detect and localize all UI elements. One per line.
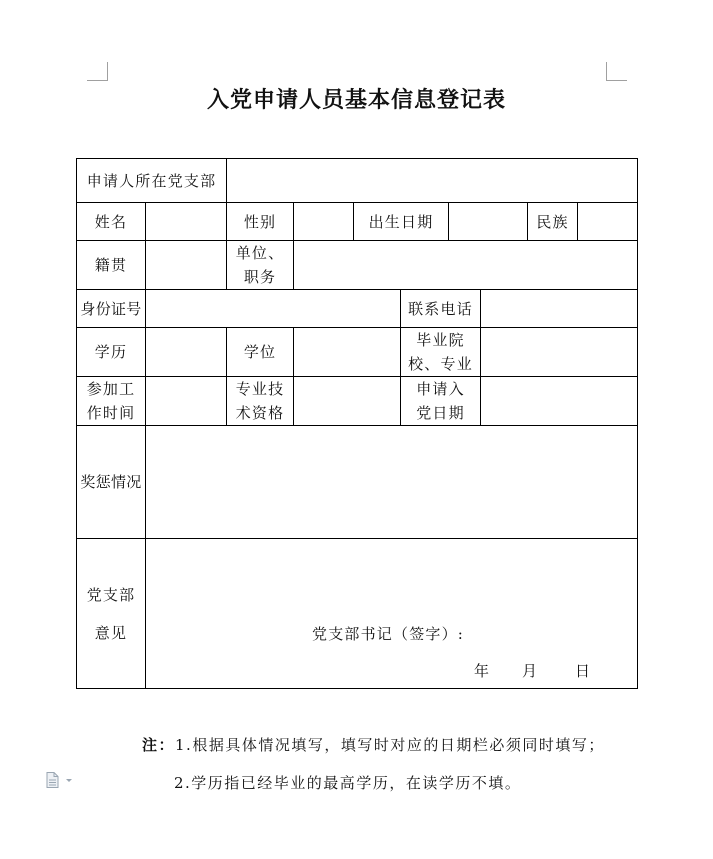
document-options-button[interactable]: [44, 771, 76, 789]
education-label: 学历: [77, 328, 146, 377]
professional-title-label-line: 专业技: [235, 380, 285, 398]
note-prefix: 注：: [142, 736, 176, 754]
work-start-label-line: 作时间: [86, 404, 136, 422]
table-row: [77, 328, 638, 377]
document-icon: [44, 771, 60, 789]
table-row: [77, 377, 638, 426]
degree-field[interactable]: [294, 328, 401, 377]
table-row: [77, 539, 638, 689]
name-field[interactable]: [146, 203, 227, 241]
application-date-field[interactable]: [481, 377, 638, 426]
birth-date-label: 出生日期: [354, 203, 449, 241]
party-branch-label: 申请人所在党支部: [77, 159, 227, 203]
table-row: [77, 159, 638, 203]
branch-opinion-label-line: 意见: [94, 623, 128, 642]
table-row: [77, 241, 638, 290]
rewards-punishments-field[interactable]: [146, 426, 638, 539]
gender-field[interactable]: [294, 203, 354, 241]
year-label: 年: [474, 661, 491, 680]
name-label: 姓名: [77, 203, 146, 241]
employer-position-field[interactable]: [294, 241, 638, 290]
document-title: 入党申请人员基本信息登记表: [206, 87, 506, 113]
branch-opinion-content[interactable]: [146, 540, 637, 688]
school-major-label: [401, 328, 481, 377]
employer-position-label: [227, 241, 294, 290]
work-start-label: [77, 377, 146, 426]
ethnicity-field[interactable]: [578, 203, 638, 241]
id-number-label: 身份证号: [77, 290, 146, 328]
note-item-2: 2.学历指已经毕业的最高学历，在读学历不填。: [174, 774, 522, 792]
page-corner-mark-top-right: [606, 62, 627, 81]
month-label: 月: [522, 661, 539, 680]
work-start-label-line: 参加工: [86, 380, 136, 398]
id-number-field[interactable]: [146, 290, 401, 328]
work-start-field[interactable]: [146, 377, 227, 426]
employer-position-label-line: 职务: [243, 268, 277, 286]
school-major-label-line: 毕业院: [416, 331, 465, 349]
native-place-field[interactable]: [146, 241, 227, 290]
rewards-punishments-label: 奖惩情况: [77, 426, 146, 539]
gender-label: 性别: [227, 203, 294, 241]
professional-title-label-line: 术资格: [235, 404, 285, 422]
phone-field[interactable]: [481, 290, 638, 328]
note-item-1-text: 1.根据具体情况填写，填写时对应的日期栏必须同时填写；: [175, 736, 605, 754]
table-row: [77, 290, 638, 328]
day-label: 日: [575, 661, 592, 680]
birth-date-field[interactable]: [449, 203, 528, 241]
native-place-label: 籍贯: [77, 241, 146, 290]
professional-title-field[interactable]: [294, 377, 401, 426]
branch-opinion-label: [77, 539, 146, 689]
application-date-label-line: 申请入: [416, 380, 465, 398]
registration-form-table: [76, 158, 638, 689]
party-branch-field[interactable]: [227, 159, 638, 203]
note-item-1: [142, 735, 605, 755]
professional-title-label: [227, 377, 294, 426]
signature-label: 党支部书记（签字）:: [312, 624, 465, 643]
ethnicity-label: 民族: [528, 203, 578, 241]
employer-position-label-line: 单位、: [235, 244, 285, 262]
branch-opinion-field[interactable]: [146, 539, 638, 689]
education-field[interactable]: [146, 328, 227, 377]
table-row: [77, 426, 638, 539]
application-date-label: [401, 377, 481, 426]
chevron-down-icon[interactable]: [65, 771, 73, 789]
school-major-field[interactable]: [481, 328, 638, 377]
application-date-label-line: 党日期: [416, 404, 465, 422]
branch-opinion-label-line: 党支部: [86, 585, 136, 604]
school-major-label-line: 校、专业: [408, 355, 473, 373]
page-corner-mark-top-left: [87, 62, 108, 81]
phone-label: 联系电话: [401, 290, 481, 328]
degree-label: 学位: [227, 328, 294, 377]
table-row: [77, 203, 638, 241]
